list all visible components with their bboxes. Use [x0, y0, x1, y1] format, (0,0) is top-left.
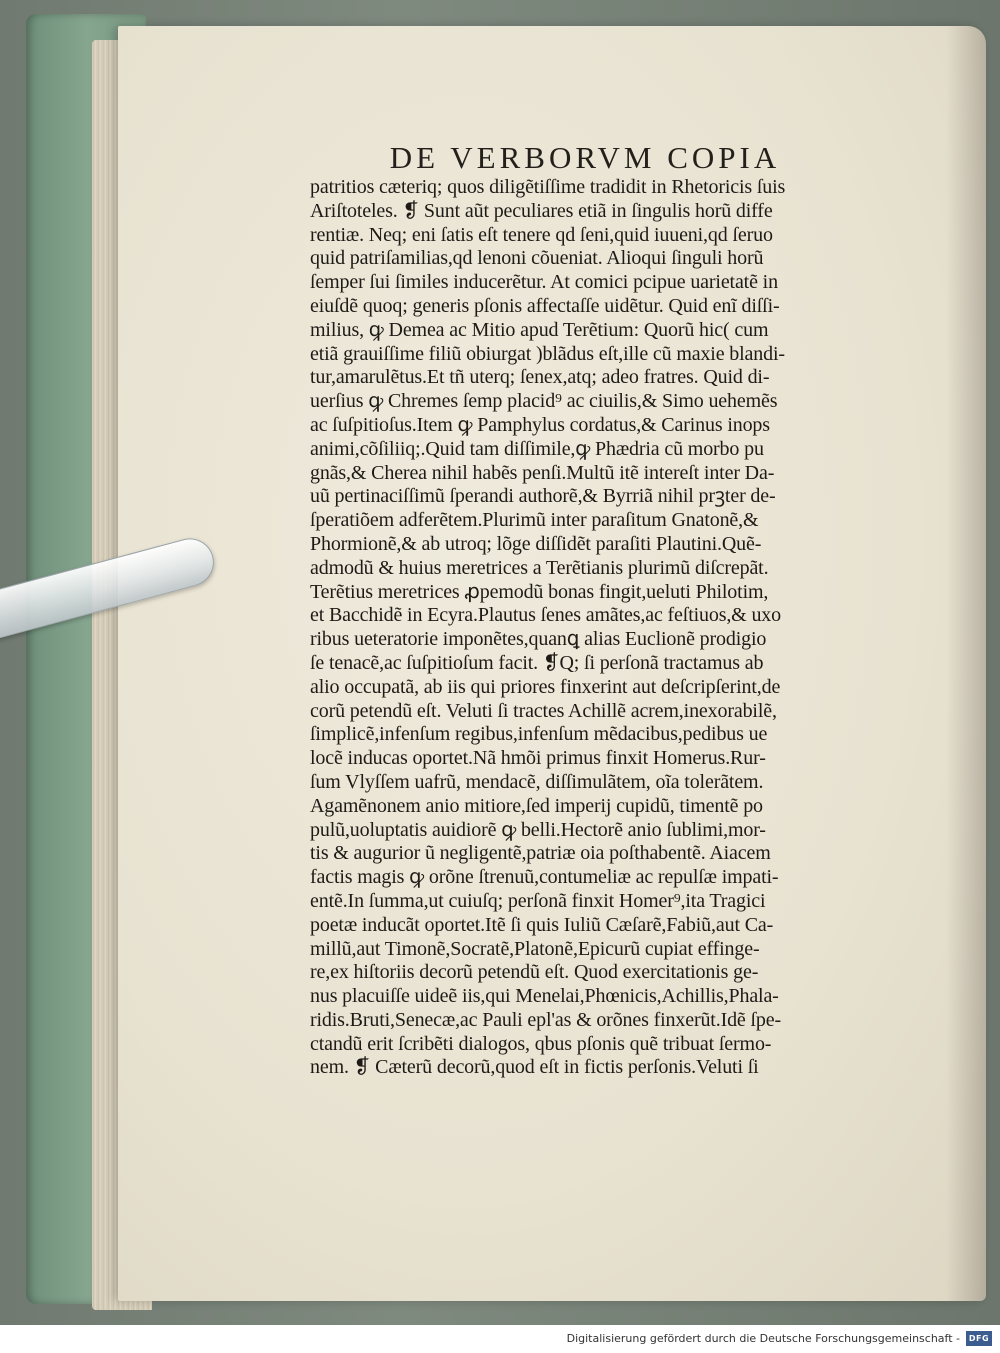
text-line: Terẽtius meretrices ꝓpemodũ bonas fingit,ueluti Philotim, — [310, 580, 769, 603]
text-line: pulũ,uoluptatis auidiorẽ ꝙ belli.Hectorẽ anio ſublimi,mor- — [310, 818, 766, 841]
text-line: ridis.Bruti,Senecæ,ac Pauli epl'as & orõnes finxerũt.Idẽ ſpe- — [310, 1008, 781, 1031]
footer-bar — [0, 1325, 1000, 1353]
text-line: ſemper ſui ſimiles inducerẽtur. At comici pcipue uarietatẽ in — [310, 271, 778, 294]
text-line: Ariſtoteles. ❡ Sunt aũt peculiares etiã in ſingulis horũ diffe — [310, 199, 773, 222]
text-line: ſperatiõem adferẽtem.Plurimũ inter paraſitum Gnatonẽ,& — [310, 509, 759, 532]
text-line: patritios cæteriq; quos diligẽtiſſime tradidit in Rhetoricis ſuis — [310, 176, 786, 198]
text-line: nus placuiſſe uideẽ iis,qui Menelai,Phœnicis,Achillis,Phala- — [310, 985, 779, 1008]
text-line: eiuſdẽ quoq; generis pſonis affectaſſe uidẽtur. Quid enĩ diſſi- — [310, 294, 780, 317]
dfg-logo-icon: DFG — [966, 1331, 992, 1346]
text-line: nem. ❡ Cæterũ decorũ,quod eſt in fictis perſonis.Veluti ſi — [310, 1056, 759, 1079]
text-line: ac ſuſpitioſus.Item ꝙ Pamphylus cordatus,& Carinus inops — [310, 413, 770, 436]
text-line: et Bacchidẽ in Ecyra.Plautus ſenes amãtes,ac feſtiuos,& uxo — [310, 604, 781, 627]
running-head: DE VERBORVM COPIA — [389, 140, 781, 175]
text-line: ribus ueteratorie imponẽtes,quanꝗ alias Euclionẽ prodigio — [310, 628, 767, 651]
text-line: uerſius ꝙ Chremes ſemp placid⁹ ac ciuilis,& Simo uehemẽs — [310, 390, 778, 413]
text-line: corũ petendũ eſt. Veluti ſi tractes Achillẽ acrem,inexorabilẽ, — [310, 699, 777, 722]
text-line: ſimplicẽ,infenſum regibus,infenſum mẽdacibus,pedibus ue — [310, 723, 768, 746]
text-line: factis magis ꝙ orõne ſtrenuũ,contumeliæ ac repulſæ impati- — [310, 866, 779, 889]
text-line: poetæ inducãt oportet.Itẽ ſi quis Iuliũ Cæſarẽ,Fabiũ,aut Ca- — [310, 913, 774, 936]
text-line: ctandũ erit ſcribẽti dialogos, qbus pſonis quẽ tribuat ſermo- — [310, 1032, 772, 1055]
text-line: Phormionẽ,& ab utroq; lõge diſſidẽt paraſiti Plautini.Quẽ- — [310, 532, 762, 555]
text-line: alio occupatã, ab iis qui priores finxerint aut deſcripſerint,de — [310, 675, 781, 698]
text-line: ſe tenacẽ,ac ſuſpitioſum facit. ❡Q; ſi perſonã tractamus ab — [310, 651, 764, 674]
text-line: rentiæ. Neq; eni ſatis eſt tenere qd ſeni,quid iuueni,qd ſeruo — [310, 223, 773, 246]
gutter-shadow — [946, 26, 986, 1301]
text-line: uũ pertinaciſſimũ ſperandi authorẽ,& Byrriã nihil prꝫter de- — [310, 485, 776, 508]
text-line: millũ,aut Timonẽ,Socratẽ,Platonẽ,Epicurũ cupiat effinge- — [310, 937, 760, 960]
text-line: tur,amarulẽtus.Et tñ uterq; ſenex,atq; adeo fratres. Quid di- — [310, 366, 770, 389]
text-line: ſum Vlyſſem uafrũ, mendacẽ, diſſimulãtem, oĩa tolerãtem. — [310, 770, 764, 793]
text-line: admodũ & huius meretrices a Terẽtianis plurimũ diſcrepãt. — [310, 556, 769, 579]
funding-credit: Digitalisierung gefördert durch die Deutsche Forschungsgemeinschaft - — [566, 1332, 960, 1345]
text-line: entẽ.In ſumma,ut cuiuſq; perſonã finxit Homer⁹,ita Tragici — [310, 889, 766, 912]
text-line: etiã grauiſſime filiũ obiurgat )blãdus eſt,ille cũ maxie blandi- — [310, 342, 785, 365]
text-line: tis & augurior ũ negligentẽ,patriæ oia poſthabentẽ. Aiacem — [310, 842, 771, 865]
body-text — [310, 176, 910, 1080]
text-line: Agamẽnonem anio mitiore,ſed imperij cupidũ, timentẽ po — [310, 794, 763, 817]
text-line: milius, ꝙ Demea ac Mitio apud Terẽtium: Quorũ hic( cum — [310, 318, 769, 341]
text-line: animi,cõſiliiq;.Quid tam diſſimile,ꝙ Phædria cũ morbo pu — [310, 437, 764, 460]
text-line: gnãs,& Cherea nihil habẽs penſi.Multũ itẽ intereſt inter Da- — [310, 461, 775, 484]
text-line: re,ex hiſtoriis decorũ petendũ eſt. Quod exercitationis ge- — [310, 961, 759, 984]
text-line: locẽ inducas oportet.Nã hmõi primus finxit Homerus.Rur- — [310, 747, 766, 770]
text-line: quid patriſamilias,qd lenoni cõueniat. Alioqui ſinguli horũ — [310, 247, 764, 270]
